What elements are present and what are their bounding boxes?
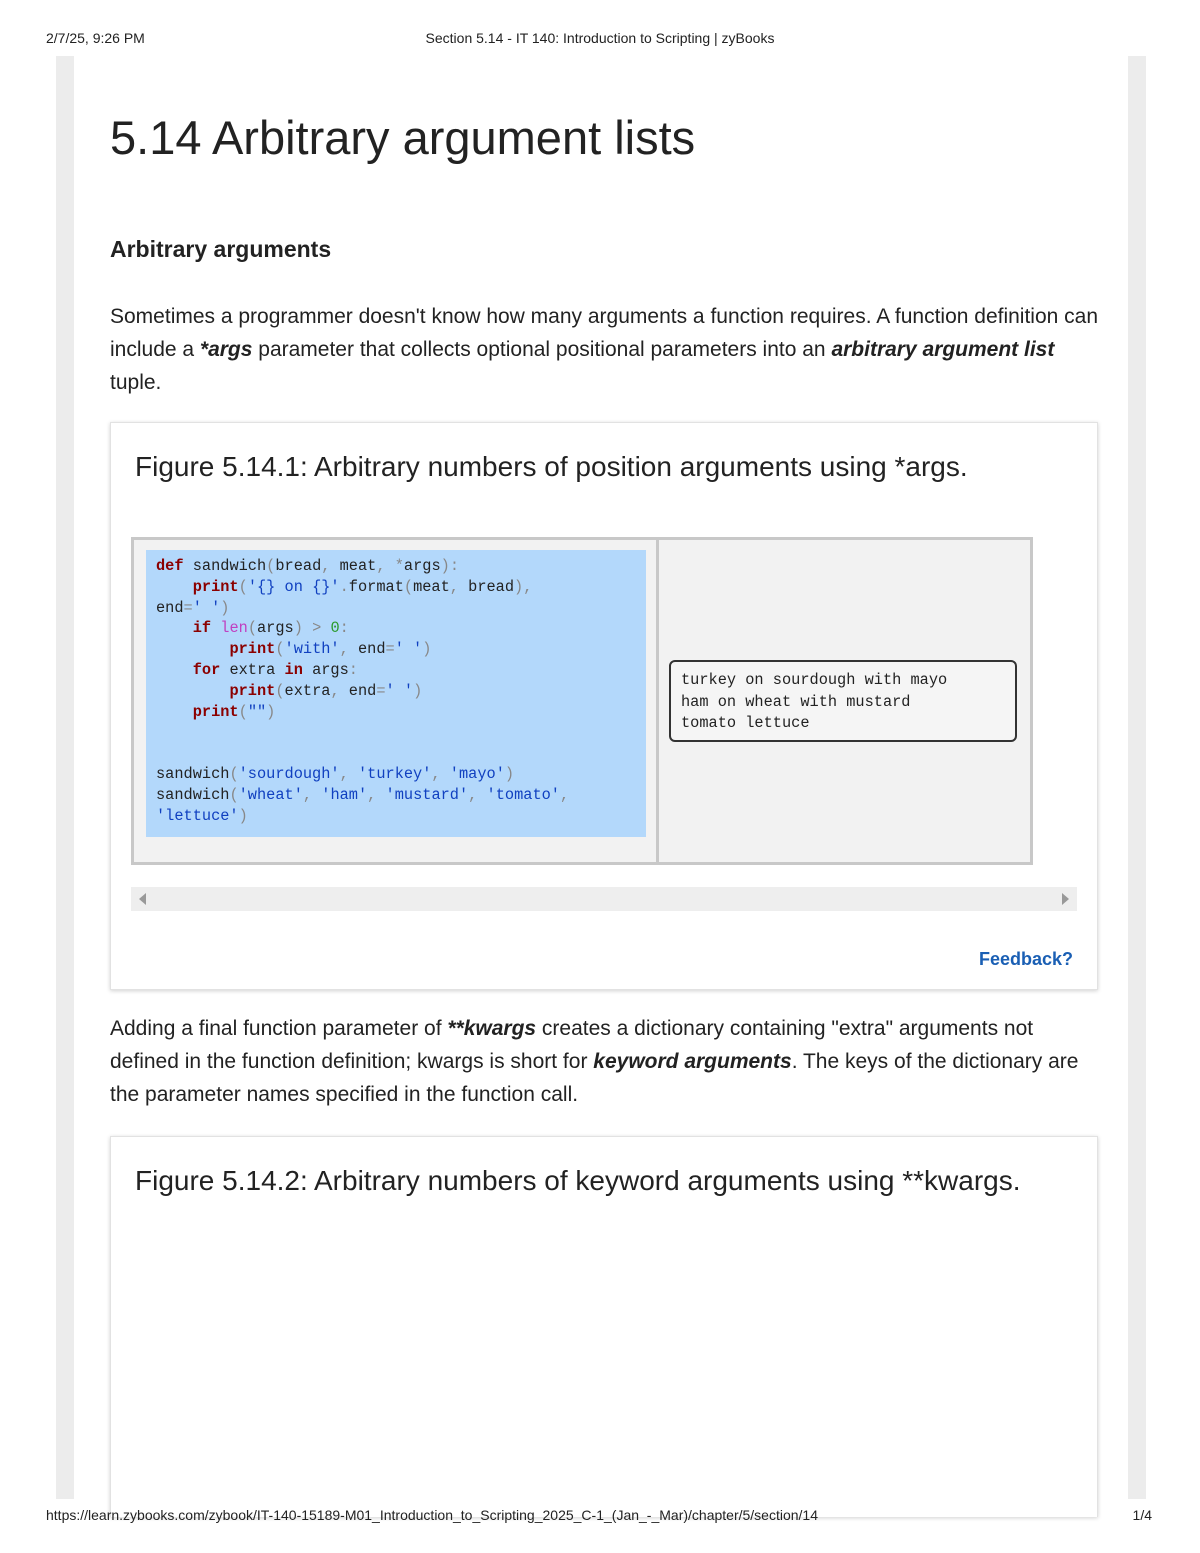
horizontal-scrollbar[interactable] [131,887,1077,911]
code-line: print('with', end=' ') [229,640,432,659]
console-output [669,660,1017,742]
subheading-arbitrary-arguments: Arbitrary arguments [110,236,332,262]
output-line: tomato lettuce [681,714,810,732]
code-line: print(extra, end=' ') [229,681,423,700]
panel-divider [656,540,659,862]
term-keyword-arguments: keyword arguments [593,1050,792,1073]
scroll-left-arrow-icon[interactable] [139,893,146,905]
output-line: turkey on sourdough with mayo [681,671,948,689]
output-line: ham on wheat with mustard [681,692,911,711]
figure-5-14-2 [110,1136,1098,1517]
term-args: *args [199,338,253,361]
intro-paragraph: Sometimes a programmer doesn't know how many arguments a function requires. A function definition can include a *args parameter that collects optional positional parameters into an arbitrary argument list tuple. [110,305,1099,394]
scroll-right-arrow-icon[interactable] [1062,893,1069,905]
code-example-frame [131,537,1033,865]
print-page-number: 1/4 [1132,1507,1152,1523]
code-line: sandwich('wheat', 'ham', 'mustard', 'tomato', [156,785,570,804]
term-arbitrary-argument-list: arbitrary argument list [831,338,1055,361]
figure-caption: Figure 5.14.1: Arbitrary numbers of position arguments using *args. [135,451,968,482]
right-gutter [1128,56,1146,1499]
code-line: print("") [192,702,276,721]
code-line: def sandwich(bread, meat, *args): [156,557,460,575]
code-line: print('{} on {}'.format(meat, bread), [192,577,533,596]
code-line: sandwich('sourdough', 'turkey', 'mayo') [156,764,515,783]
figure-caption: Figure 5.14.2: Arbitrary numbers of keyword arguments using **kwargs. [135,1165,1021,1196]
output-block [671,662,1015,743]
left-gutter [56,56,74,1499]
print-url: https://learn.zybooks.com/zybook/IT-140-15189-M01_Introduction_to_Scripting_2025_C-1_(Jan_-_Mar)/chapter/5/section/14 [46,1507,818,1523]
term-kwargs: **kwargs [447,1017,537,1040]
figure-5-14-1 [110,422,1098,990]
code-line: if len(args) > 0: [192,619,349,638]
code-line: end=' ') [156,598,230,617]
code-panel [146,550,646,837]
code-line: 'lettuce') [156,806,248,825]
section-title: 5.14 Arbitrary argument lists [110,111,696,164]
print-datetime: 2/7/25, 9:26 PM [46,30,145,46]
kwargs-paragraph: Adding a final function parameter of **kwargs creates a dictionary containing "extra" arguments not defined in the function definition; kwargs is short for keyword arguments. The keys of the dictionary are the parameter names specified in the function call. [110,1017,1079,1106]
print-page-title: Section 5.14 - IT 140: Introduction to Scripting | zyBooks [425,30,775,46]
feedback-link[interactable]: Feedback? [978,949,1073,969]
code-block [146,550,646,832]
code-line: for extra in args: [192,660,358,679]
